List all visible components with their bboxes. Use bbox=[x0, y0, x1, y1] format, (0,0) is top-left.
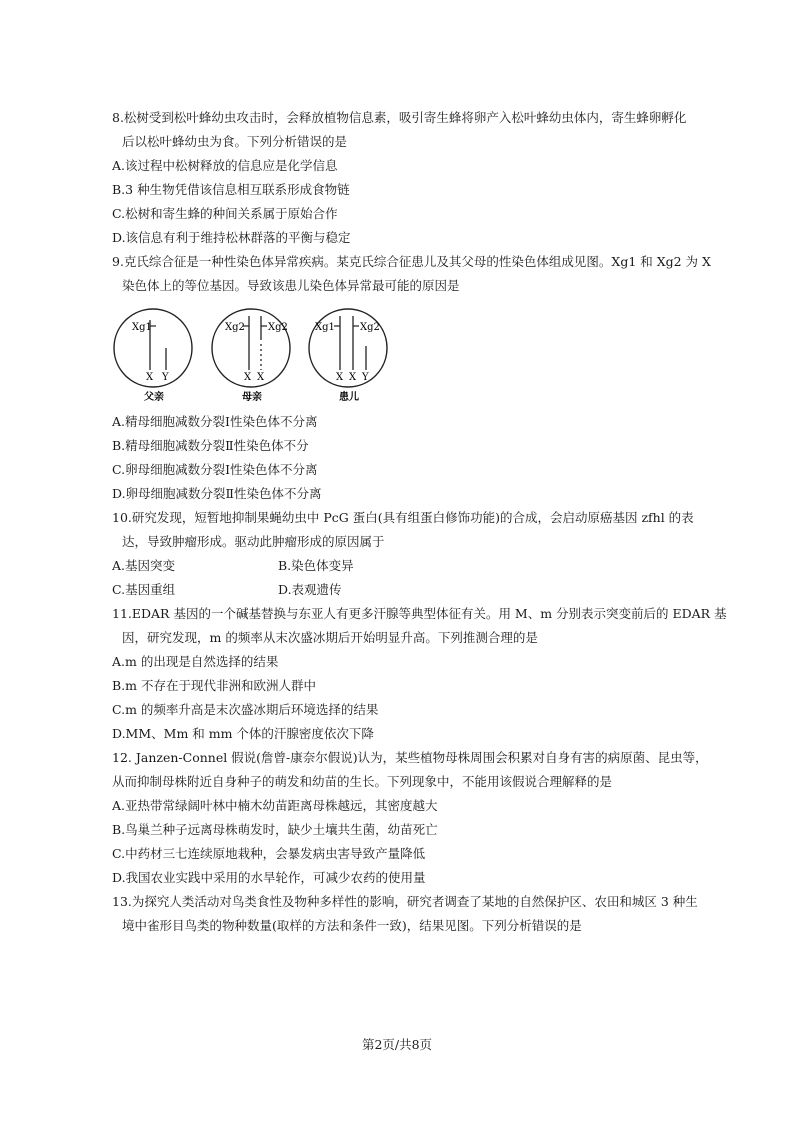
q10-option-d: D.表观遗传 bbox=[278, 582, 342, 597]
father-x-label: X bbox=[146, 372, 154, 383]
mother-label: 母亲 bbox=[242, 392, 262, 403]
father-gene-label: Xg1 bbox=[132, 322, 152, 333]
q10-stem-line1: 10.研究发现，短暂地抑制果蝇幼虫中 PcG 蛋白(具有组蛋白修饰功能)的合成，会启动原癌基因 zfhl 的表 bbox=[112, 510, 694, 525]
q9-option-d: D.卵母细胞减数分裂Ⅱ性染色体不分离 bbox=[112, 486, 322, 501]
q10-option-b: B.染色体变异 bbox=[278, 558, 354, 573]
q11-stem-line2: 因，研究发现，m 的频率从末次盛冰期后开始明显升高。下列推测合理的是 bbox=[122, 630, 538, 645]
q11-option-d: D.MM、Mm 和 mm 个体的汗腺密度依次下降 bbox=[112, 726, 374, 741]
q11-option-c: C.m 的频率升高是末次盛冰期后环境选择的结果 bbox=[112, 702, 379, 717]
q9-stem-line2: 染色体上的等位基因。导致该患儿染色体异常最可能的原因是 bbox=[122, 278, 460, 293]
q9-stem-line1: 9.克氏综合征是一种性染色体异常疾病。某克氏综合征患儿及其父母的性染色体组成见图。Xg1 和 Xg2 为 X bbox=[112, 254, 711, 269]
child-cell bbox=[309, 309, 387, 403]
q10-stem-line2: 达，导致肿瘤形成。驱动此肿瘤形成的原因属于 bbox=[122, 534, 385, 549]
q12-option-a: A.亚热带常绿阔叶林中楠木幼苗距离母株越远，其密度越大 bbox=[112, 798, 438, 813]
q11-option-b: B.m 不存在于现代非洲和欧洲人群中 bbox=[112, 678, 316, 693]
mother-gene-label-1: Xg2 bbox=[225, 322, 245, 333]
q13-stem-line2: 境中雀形目鸟类的物种数量(取样的方法和条件一致)，结果见图。下列分析错误的是 bbox=[122, 918, 582, 933]
q8-option-c: C.松树和寄生蜂的种间关系属于原始合作 bbox=[112, 206, 338, 221]
mother-x-label-2: X bbox=[257, 372, 265, 383]
q10-option-a: A.基因突变 bbox=[112, 558, 176, 573]
q12-option-b: B.鸟巢兰种子远离母株萌发时，缺少土壤共生菌，幼苗死亡 bbox=[112, 822, 438, 837]
q8-stem-line1: 8.松树受到松叶蜂幼虫攻击时，会释放植物信息素，吸引寄生蜂将卵产入松叶蜂幼虫体内，寄生蜂卵孵化 bbox=[112, 110, 687, 125]
father-label: 父亲 bbox=[144, 392, 164, 403]
child-x-label-1: X bbox=[336, 372, 344, 383]
chromosome-diagram bbox=[110, 300, 410, 406]
q10-option-c: C.基因重组 bbox=[112, 582, 176, 597]
mother-x-label-1: X bbox=[244, 372, 252, 383]
child-gene-label-1: Xg1 bbox=[315, 322, 335, 333]
child-gene-label-2: Xg2 bbox=[360, 322, 380, 333]
q9-option-c: C.卵母细胞减数分裂Ⅰ性染色体不分离 bbox=[112, 462, 318, 477]
child-x-label-2: X bbox=[349, 372, 357, 383]
q12-stem-line1: 12. Janzen-Connel 假说(詹曾-康奈尔假说)认为，某些植物母株周围会积累对自身有害的病原菌、昆虫等， bbox=[112, 750, 708, 765]
q12-option-d: D.我国农业实践中采用的水旱轮作，可减少农药的使用量 bbox=[112, 870, 426, 885]
father-cell bbox=[114, 309, 192, 403]
q12-stem-line2: 从而抑制母株附近自身种子的萌发和幼苗的生长。下列现象中，不能用该假说合理解释的是 bbox=[112, 774, 613, 789]
father-y-label: Y bbox=[162, 372, 169, 383]
child-label: 患儿 bbox=[339, 392, 359, 403]
q8-option-a: A.该过程中松树释放的信息应是化学信息 bbox=[112, 158, 338, 173]
q11-stem-line1: 11.EDAR 基因的一个碱基替换与东亚人有更多汗腺等典型体征有关。用 M、m 分别表示突变前后的 EDAR 基 bbox=[112, 606, 727, 621]
q8-stem-line2: 后以松叶蜂幼虫为食。下列分析错误的是 bbox=[122, 134, 348, 149]
q9-option-b: B.精母细胞减数分裂Ⅱ性染色体不分 bbox=[112, 438, 309, 453]
mother-gene-label-2: Xg2 bbox=[268, 322, 288, 333]
q12-option-c: C.中药材三七连续原地栽种，会暴发病虫害导致产量降低 bbox=[112, 846, 426, 861]
q9-option-a: A.精母细胞减数分裂Ⅰ性染色体不分离 bbox=[112, 414, 318, 429]
q13-stem-line1: 13.为探究人类活动对鸟类食性及物种多样性的影响，研究者调查了某地的自然保护区、农田和城区 3 种生 bbox=[112, 894, 698, 909]
q8-option-d: D.该信息有利于维持松林群落的平衡与稳定 bbox=[112, 230, 351, 245]
child-y-label: Y bbox=[362, 372, 369, 383]
q8-option-b: B.3 种生物凭借该信息相互联系形成食物链 bbox=[112, 182, 350, 197]
page-footer: 第2页/共8页 bbox=[361, 1037, 433, 1052]
mother-cell bbox=[212, 309, 290, 403]
q11-option-a: A.m 的出现是自然选择的结果 bbox=[112, 654, 279, 669]
